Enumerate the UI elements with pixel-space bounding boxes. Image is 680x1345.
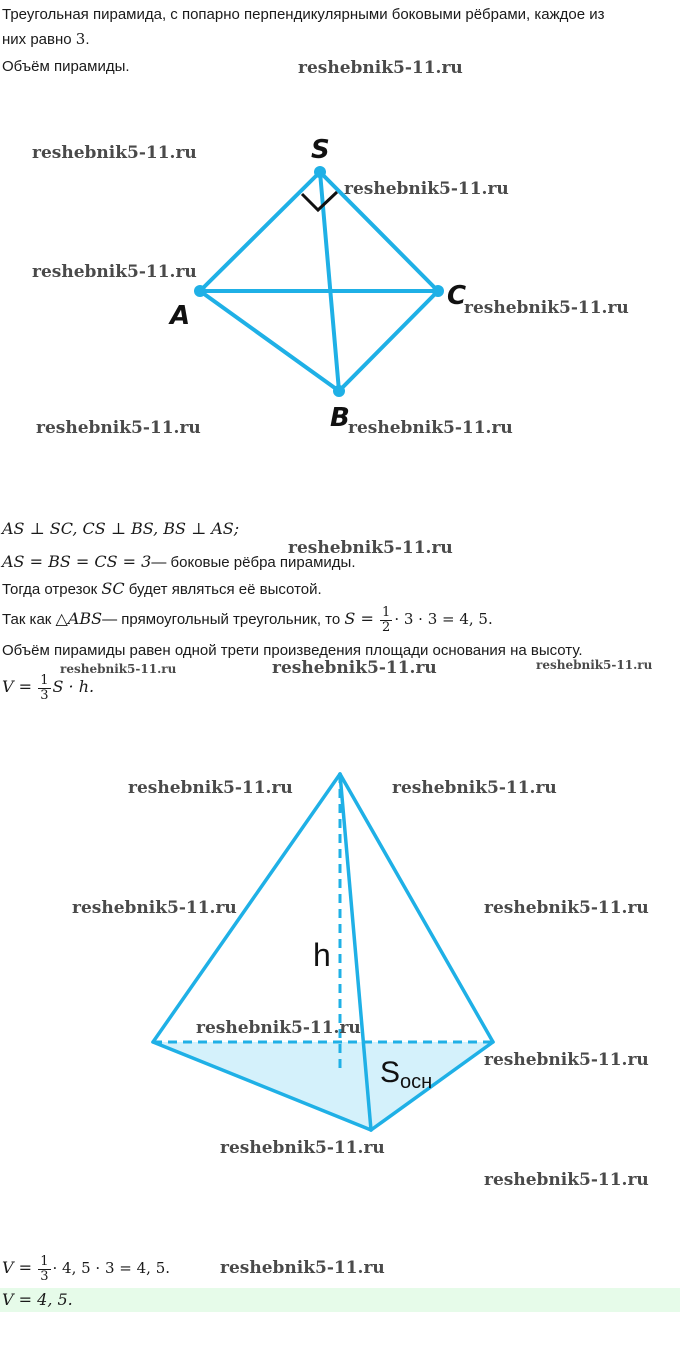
watermark: reshebnik5-11.ru [392,778,557,798]
edge-sa [200,172,320,291]
watermark: reshebnik5-11.ru [464,298,629,318]
watermark: reshebnik5-11.ru [220,1138,385,1158]
solution-line-6-math-2: S · h. [52,677,95,696]
fraction-numerator: 1 [40,672,49,688]
problem-line-2-text: них равно [2,31,76,48]
answer-line-1-math-2: · 4, 5 · 3 = 4, 5. [52,1259,171,1277]
problem-line-1 [2,4,604,26]
fraction-one-third-answer [38,1255,50,1284]
edge-bc [339,291,438,391]
watermark: reshebnik5-11.ru [484,1170,649,1190]
watermark: reshebnik5-11.ru [536,658,653,672]
watermark: reshebnik5-11.ru [36,418,201,438]
solution-line-3-text: Тогда отрезок [2,581,102,598]
fraction-one-third [38,674,50,703]
fraction-one-half [380,606,392,635]
answer-line-1-math: V = [2,1258,33,1277]
label-s-subscript: осн [400,1071,433,1093]
fraction-denominator: 2 [382,619,391,635]
right-angle-mark [302,192,337,210]
solution-line-3 [2,578,322,601]
answer-line-1 [2,1250,170,1287]
fraction-numerator: 1 [40,1253,49,1269]
fraction-denominator: 3 [40,1268,49,1284]
watermark: reshebnik5-11.ru [196,1018,361,1038]
solution-line-2-text: — боковые рёбра пирамиды. [151,554,356,571]
label-h: h [313,937,331,973]
watermark: reshebnik5-11.ru [32,262,197,282]
solution-line-3-math: SC [101,579,125,598]
solution-line-6-math: V = [2,677,33,696]
solution-line-3-text-2: будет являться её высотой. [124,581,322,598]
edge-apex-right [340,774,493,1042]
watermark: reshebnik5-11.ru [484,1050,649,1070]
solution-line-5: Объём пирамиды равен одной трети произведения площади основания на высоту. [2,642,583,659]
watermark: reshebnik5-11.ru [60,662,177,676]
problem-line-1-text: Треугольная пирамида, с попарно перпендикулярными боковыми рёбрами, каждое из [2,6,605,23]
problem-line-2: них равно 3. [2,30,90,48]
volume-diagram [0,760,680,1140]
watermark: reshebnik5-11.ru [128,778,293,798]
vertex-s [314,166,326,178]
answer-final: V = 4, 5. [2,1290,73,1309]
base-area [153,1042,493,1130]
label-a: A [170,301,191,331]
watermark: reshebnik5-11.ru [272,658,437,678]
watermark: reshebnik5-11.ru [344,179,509,199]
watermark: reshebnik5-11.ru [484,898,649,918]
label-s-letter: S [380,1056,401,1089]
watermark: reshebnik5-11.ru [288,538,453,558]
answer-highlight [0,1288,680,1312]
watermark: reshebnik5-11.ru [72,898,237,918]
fraction-numerator: 1 [382,604,391,620]
watermark: reshebnik5-11.ru [298,58,463,78]
solution-line-4 [2,603,493,636]
solution-line-4-math-3: · 3 · 3 = 4, 5. [394,610,493,628]
edge-length-value: 3 [75,30,86,48]
vertex-b [333,385,345,397]
label-c: C [447,281,467,311]
problem-line-3 [2,56,130,78]
vertex-a [194,285,206,297]
fraction-denominator: 3 [40,687,49,703]
solution-line-4-math: △ABS [55,609,103,628]
watermark: reshebnik5-11.ru [32,143,197,163]
watermark: reshebnik5-11.ru [348,418,513,438]
watermark: reshebnik5-11.ru [220,1258,385,1278]
vertex-c [432,285,444,297]
label-b: B [330,403,350,433]
label-s: S [311,135,330,165]
solution-line-2-math: AS = BS = CS = 3 [2,552,152,571]
solution-line-4-text: Так как [2,611,56,628]
edge-ab [200,291,339,391]
solution-line-4-text-2: — прямоугольный треугольник, то [102,611,345,628]
solution-line-1: AS ⊥ SC, CS ⊥ BS, BS ⊥ AS; [2,519,240,538]
problem-line-3-text: Объём пирамиды. [2,58,130,75]
solution-line-4-math-2: S = [344,609,374,628]
